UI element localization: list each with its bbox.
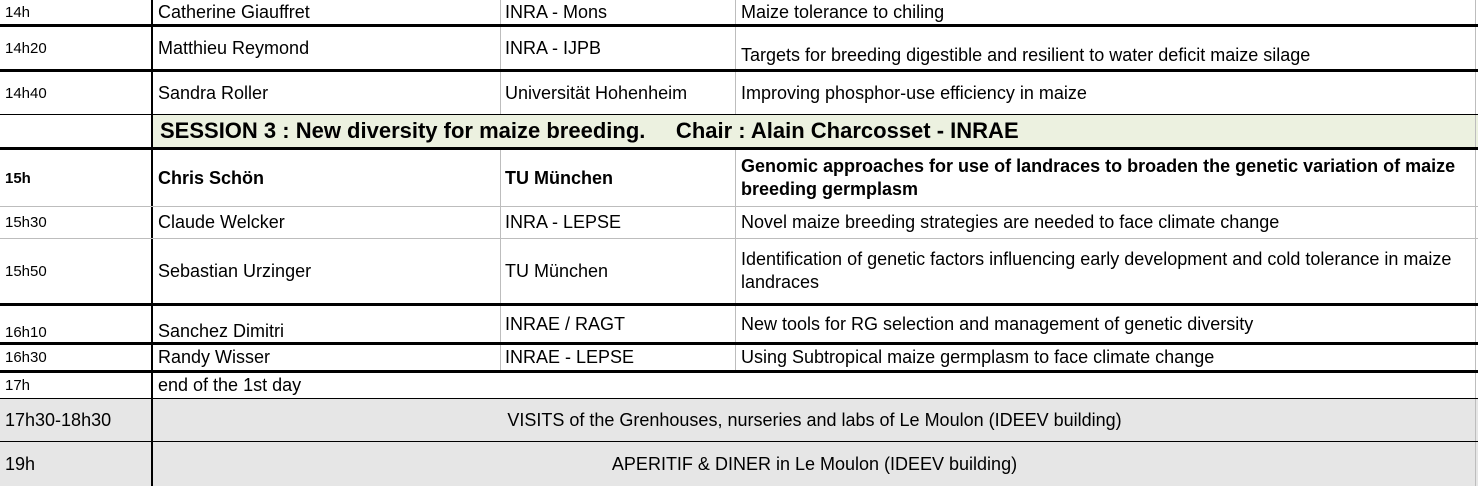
time-cell bbox=[0, 115, 151, 147]
talk-title-cell: Novel maize breeding strategies are needed to face climate change bbox=[735, 207, 1476, 238]
session-header-row bbox=[0, 115, 1478, 150]
time-cell: 15h50 bbox=[5, 262, 47, 280]
table-row bbox=[0, 399, 1478, 442]
institution-cell: INRA - IJPB bbox=[500, 27, 735, 69]
talk-title-cell: New tools for RG selection and management of genetic diversity bbox=[735, 306, 1476, 342]
time-cell: 16h10 bbox=[5, 324, 47, 341]
institution-cell: TU München bbox=[500, 239, 735, 303]
talk-title-cell: Improving phosphor-use efficiency in maize bbox=[735, 72, 1476, 114]
table-row bbox=[0, 207, 1478, 239]
time-cell: 14h bbox=[5, 3, 31, 21]
time-cell: 14h20 bbox=[5, 39, 47, 57]
speaker-cell: Sandra Roller bbox=[151, 72, 500, 114]
time-cell: 15h30 bbox=[5, 214, 47, 231]
time-cell: 14h40 bbox=[5, 84, 47, 102]
institution-cell: INRA - Mons bbox=[500, 0, 735, 24]
institution-cell: INRAE / RAGT bbox=[500, 306, 735, 342]
table-row bbox=[0, 239, 1478, 306]
institution-cell: Universität Hohenheim bbox=[500, 72, 735, 114]
time-cell: 16h30 bbox=[5, 349, 47, 366]
speaker-cell: Sebastian Urzinger bbox=[151, 239, 500, 303]
time-cell: 19h bbox=[5, 453, 36, 474]
session-title: SESSION 3 : New diversity for maize breeding. Chair : Alain Charcosset - INRAE bbox=[151, 115, 1476, 147]
institution-cell: INRAE - LEPSE bbox=[500, 345, 735, 370]
time-cell: 17h30-18h30 bbox=[5, 409, 112, 430]
talk-title-cell: Genomic approaches for use of landraces to broaden the genetic variation of maize breeding germplasm bbox=[735, 150, 1476, 206]
talk-title-cell: Identification of genetic factors influencing early development and cold tolerance in maize landraces bbox=[735, 239, 1476, 303]
speaker-cell: Sanchez Dimitri bbox=[151, 306, 500, 342]
time-cell: 15h bbox=[5, 169, 31, 187]
table-row bbox=[0, 150, 1478, 207]
speaker-cell: Claude Welcker bbox=[151, 207, 500, 238]
talk-title-cell: Using Subtropical maize germplasm to face climate change bbox=[735, 345, 1476, 370]
institution-cell: INRA - LEPSE bbox=[500, 207, 735, 238]
table-row bbox=[0, 27, 1478, 72]
table-row bbox=[0, 373, 1478, 399]
speaker-cell: Chris Schön bbox=[151, 150, 500, 206]
speaker-cell: Catherine Giauffret bbox=[151, 0, 500, 24]
time-cell: 17h bbox=[5, 377, 31, 394]
activity-cell: VISITS of the Grenhouses, nurseries and labs of Le Moulon (IDEEV building) bbox=[151, 399, 1476, 441]
talk-title-cell: Targets for breeding digestible and resilient to water deficit maize silage bbox=[735, 27, 1476, 69]
speaker-cell: Matthieu Reymond bbox=[151, 27, 500, 69]
table-row bbox=[0, 345, 1478, 373]
table-row bbox=[0, 0, 1478, 27]
day-end-note: end of the 1st day bbox=[151, 373, 1476, 398]
activity-cell: APERITIF & DINER in Le Moulon (IDEEV building) bbox=[151, 442, 1476, 486]
table-row bbox=[0, 72, 1478, 115]
talk-title-cell: Maize tolerance to chiling bbox=[735, 0, 1476, 24]
speaker-cell: Randy Wisser bbox=[151, 345, 500, 370]
table-row bbox=[0, 306, 1478, 345]
institution-cell: TU München bbox=[500, 150, 735, 206]
table-row bbox=[0, 442, 1478, 486]
